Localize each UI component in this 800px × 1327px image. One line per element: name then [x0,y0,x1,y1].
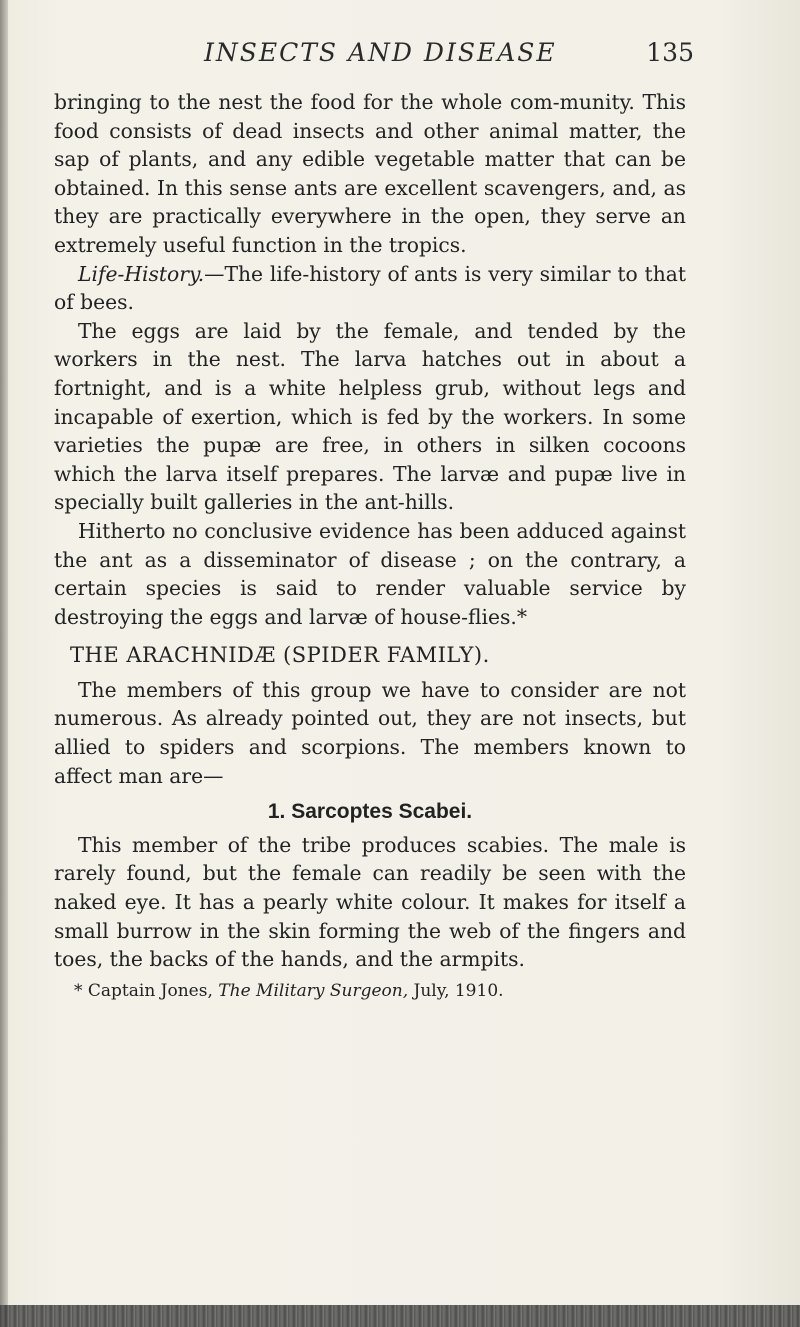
page-number: 135 [646,38,694,67]
paragraph: bringing to the nest the food for the whole com-munity. This food consists of dead insects and other animal matter, the sap of plants, and any edible vegetable matter that can be obtained. In this sense ants are excellent scavengers, and, as they are practically everywhere in the open, they serve an extremely useful function in the tropics. [54,90,686,257]
footnote-author: * Captain Jones, [74,980,213,1001]
paragraph: This member of the tribe produces scabies. The male is rarely found, but the female can readily be seen with the naked eye. It has a pearly white colour. It makes for itself a small burrow in the skin forming the web of the fingers and toes, the backs of the hands, and the armpits. [54,832,686,972]
page-binding-edge [0,0,8,1327]
species-heading: 1. Sarcoptes Scabei. [267,800,473,824]
running-title: INSECTS AND DISEASE [204,38,557,67]
paragraph: The eggs are laid by the female, and tended by the workers in the nest. The larva hatches out in about a fortnight, and is a white helpless grub, without legs and incapable of exertion, which is fed by the workers. In some varieties the pupæ are free, in others in silken cocoons which the larva itself prepares. The larvæ and pupæ live in specially built galleries in the ant-hills. [54,318,686,515]
section-heading: THE ARACHNIDÆ (SPIDER FAMILY). [70,643,490,668]
life-history-text: —The life-history of ants is very similar to that of bees. [54,261,686,315]
footnote [54,980,686,1002]
life-history-label: Life-History. [78,261,205,286]
paragraph: Hitherto no conclusive evidence has been adduced against the ant as a disseminator of disease ; on the contrary, a certain species is said to render valuable service by destroying the eggs and larvæ of house-flies.* [54,518,686,629]
running-head [54,38,694,78]
footnote-date: July, 1910. [413,980,504,1001]
footnote-journal: The Military Surgeon, [218,980,409,1001]
body-text [54,88,686,1002]
paragraph-life-history [54,260,686,317]
page-bottom-edge [0,1305,800,1327]
paragraph: The members of this group we have to consider are not numerous. As already pointed out, they are not insects, but allied to spiders and scorpions. The members known to affect man are— [54,677,686,788]
